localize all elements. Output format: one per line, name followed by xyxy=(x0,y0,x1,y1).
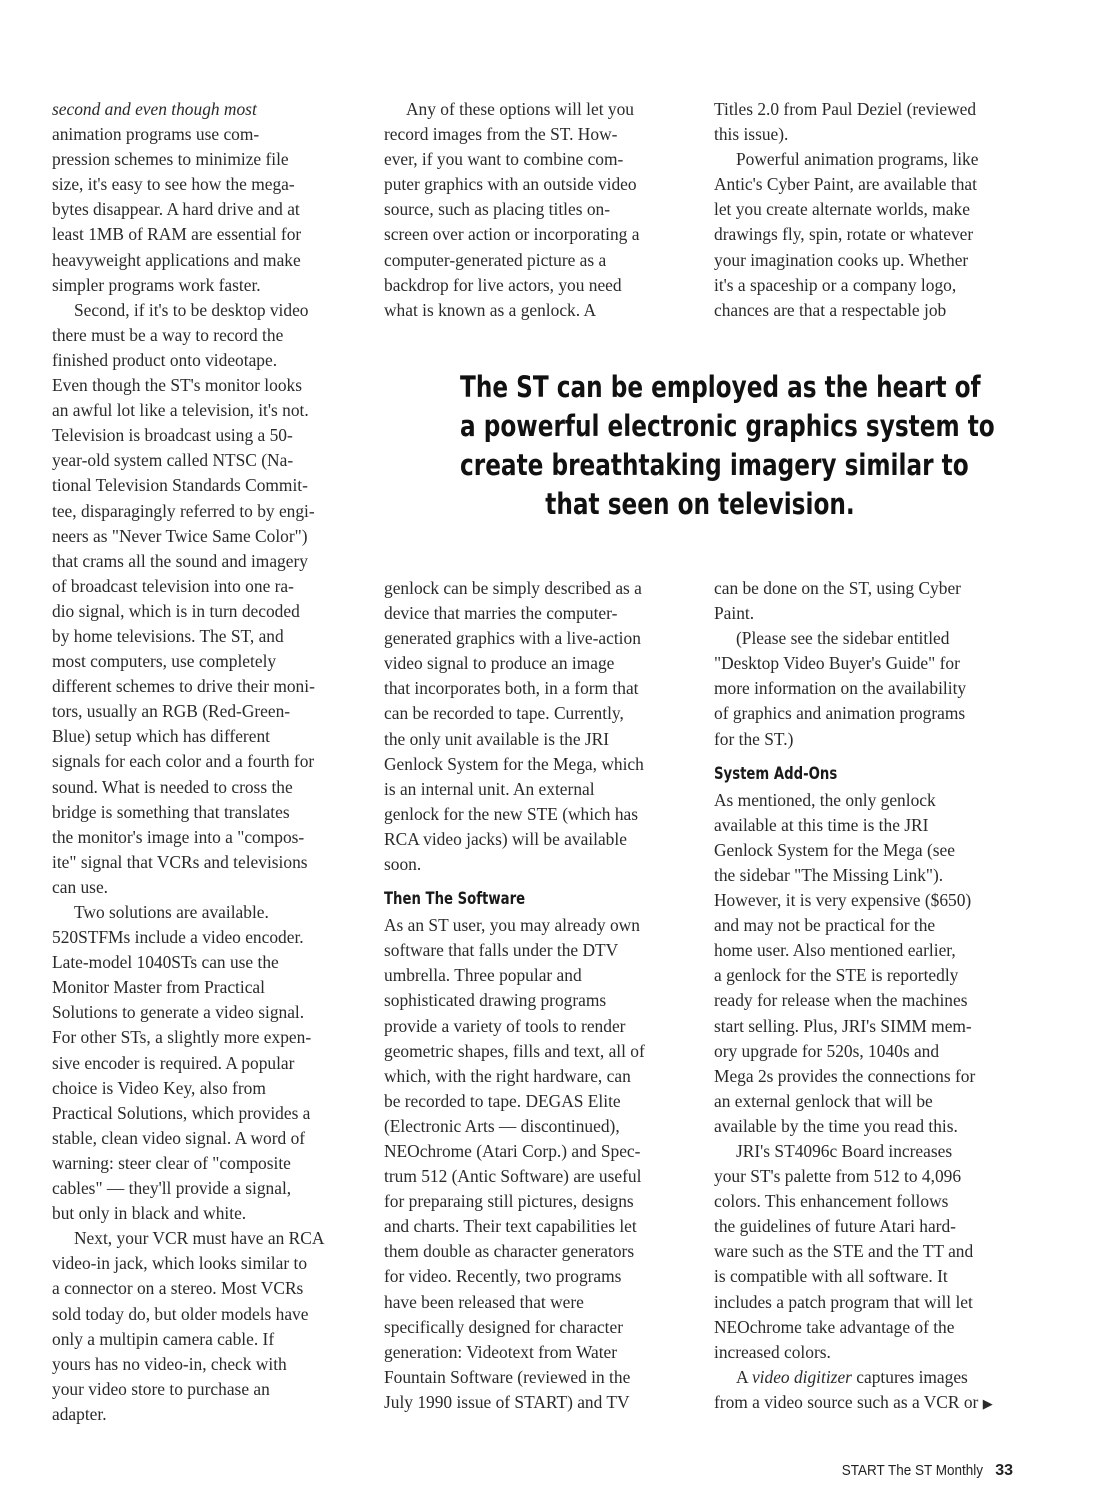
text-line: for preparaing still pictures, designs xyxy=(384,1191,634,1212)
text-line: soon. xyxy=(384,854,422,875)
pull-quote-line: that seen on television. xyxy=(545,487,855,521)
text-line: the sidebar "The Missing Link"). xyxy=(714,864,944,885)
pull-quote-line: create breathtaking imagery similar to xyxy=(460,448,969,482)
text-line: available by the time you read this. xyxy=(714,1115,958,1136)
text-line: more information on the availability xyxy=(714,678,967,699)
text-line: RCA video jacks) will be available xyxy=(384,828,627,849)
text-line: increased colors. xyxy=(714,1341,831,1362)
text-line: As mentioned, the only genlock xyxy=(714,789,936,810)
text-line: most computers, use completely xyxy=(52,651,277,672)
text-line xyxy=(714,1365,1044,1390)
text-line: For other STs, a slightly more expen- xyxy=(52,1027,312,1048)
text-line: computer-generated picture as a xyxy=(384,249,607,270)
text-line: generation: Videotext from Water xyxy=(384,1341,618,1362)
text-line: source, such as placing titles on- xyxy=(384,199,611,220)
text-line: different schemes to drive their moni- xyxy=(52,676,315,697)
text-line: home user. Also mentioned earlier, xyxy=(714,940,956,961)
text-line: Antic's Cyber Paint, are available that xyxy=(714,174,977,195)
text-line: an awful lot like a television, it's not. xyxy=(52,400,309,421)
text-line: finished product onto videotape. xyxy=(52,349,278,370)
text-line: is compatible with all software. It xyxy=(714,1266,948,1287)
text-line: ever, if you want to combine com- xyxy=(384,149,624,170)
text-line: there must be a way to record the xyxy=(52,324,284,345)
text-line: start selling. Plus, JRI's SIMM mem- xyxy=(714,1015,972,1036)
text-line: Titles 2.0 from Paul Deziel (reviewed xyxy=(714,99,977,119)
text-line: of broadcast television into one ra- xyxy=(52,575,294,596)
text-line: Blue) setup which has different xyxy=(52,726,270,747)
text-line: let you create alternate worlds, make xyxy=(714,199,970,220)
text-line: pression schemes to minimize file xyxy=(52,149,289,170)
text-line: However, it is very expensive ($650) xyxy=(714,890,972,911)
column-2-bottom xyxy=(384,576,704,1415)
text-line: NEOchrome (Atari Corp.) and Spec- xyxy=(384,1140,641,1161)
text-line: umbrella. Three popular and xyxy=(384,965,582,986)
text-line: video signal to produce an image xyxy=(384,653,615,674)
text-line: year-old system called NTSC (Na- xyxy=(52,450,294,471)
text-line: Two solutions are available. xyxy=(74,902,269,922)
page-number: 33 xyxy=(995,1462,1013,1479)
text-line: a connector on a stereo. Most VCRs xyxy=(52,1278,304,1299)
text-line: backdrop for live actors, you need xyxy=(384,274,622,295)
text-line: Even though the ST's monitor looks xyxy=(52,375,302,396)
text-line: drawings fly, spin, rotate or whatever xyxy=(714,224,974,245)
text-line: sold today do, but older models have xyxy=(52,1303,309,1324)
text-line: the guidelines of future Atari hard- xyxy=(714,1216,956,1237)
text-line: it's a spaceship or a company logo, xyxy=(714,274,957,295)
text-line: what is known as a genlock. A xyxy=(384,299,597,320)
text-line: includes a patch program that will let xyxy=(714,1291,973,1312)
text-line: which, with the right hardware, can xyxy=(384,1065,631,1086)
text-line: Genlock System for the Mega (see xyxy=(714,839,955,860)
text-line: heavyweight applications and make xyxy=(52,249,301,270)
text-line: your video store to purchase an xyxy=(52,1378,270,1399)
text-line: stable, clean video signal. A word of xyxy=(52,1127,306,1148)
text-line: bytes disappear. A hard drive and at xyxy=(52,199,300,220)
text-line: have been released that were xyxy=(384,1291,584,1312)
text-line: Next, your VCR must have an RCA xyxy=(74,1228,325,1249)
text-line: chances are that a respectable job xyxy=(714,299,947,320)
text-line: can be done on the ST, using Cyber xyxy=(714,578,961,598)
text-line: your ST's palette from 512 to 4,096 xyxy=(714,1166,962,1187)
text-line: (Electronic Arts — discontinued), xyxy=(384,1115,620,1136)
text-line: NEOchrome take advantage of the xyxy=(714,1316,955,1337)
text-line: warning: steer clear of "composite xyxy=(52,1152,291,1173)
text-line: tors, usually an RGB (Red-Green- xyxy=(52,701,291,722)
text-line: only a multipin camera cable. If xyxy=(52,1328,275,1349)
text-line: tional Television Standards Commit- xyxy=(52,475,308,496)
text-line: JRI's ST4096c Board increases xyxy=(736,1140,953,1161)
text-line: puter graphics with an outside video xyxy=(384,174,637,195)
text-line: sound. What is needed to cross the xyxy=(52,776,293,797)
text-line: Solutions to generate a video signal. xyxy=(52,1002,305,1023)
magazine-name: START The ST Monthly xyxy=(841,1462,984,1479)
text-line: the monitor's image into a "compos- xyxy=(52,826,305,847)
text-line: screen over action or incorporating a xyxy=(384,224,640,245)
text-line: July 1990 issue of START) and TV xyxy=(384,1391,630,1412)
text-line: simpler programs work faster. xyxy=(52,274,261,295)
text-line: Powerful animation programs, like xyxy=(736,149,979,170)
section-heading-addons: System Add-Ons xyxy=(714,763,838,784)
text-line: Any of these options will let you xyxy=(406,99,634,119)
column-1 xyxy=(52,97,372,1427)
text-line: ory upgrade for 520s, 1040s and xyxy=(714,1040,940,1061)
text-line: Late-model 1040STs can use the xyxy=(52,952,279,973)
text-line: geometric shapes, fills and text, all of xyxy=(384,1040,645,1061)
text-line: cables" — they'll provide a signal, xyxy=(52,1178,292,1199)
text-line: yours has no video-in, check with xyxy=(52,1353,287,1374)
text-line: (Please see the sidebar entitled xyxy=(736,628,950,649)
text-line: bridge is something that translates xyxy=(52,801,290,822)
text-line: genlock can be simply described as a xyxy=(384,578,642,598)
text-line: your imagination cooks up. Whether xyxy=(714,249,969,270)
text-line: choice is Video Key, also from xyxy=(52,1077,266,1098)
text-line: this issue). xyxy=(714,124,789,145)
text-line: for video. Recently, two programs xyxy=(384,1266,622,1287)
text-line: "Desktop Video Buyer's Guide" for xyxy=(714,653,960,674)
text-line: available at this time is the JRI xyxy=(714,814,929,835)
text-line: colors. This enhancement follows xyxy=(714,1191,949,1212)
text-line: sophisticated drawing programs xyxy=(384,990,607,1011)
text-line: Mega 2s provides the connections for xyxy=(714,1065,976,1086)
text-line: Television is broadcast using a 50- xyxy=(52,425,293,446)
text-line: specifically designed for character xyxy=(384,1316,623,1337)
text-line: least 1MB of RAM are essential for xyxy=(52,224,302,245)
text-line: by home televisions. The ST, and xyxy=(52,625,284,646)
pull-quote-line: The ST can be employed as the heart of xyxy=(460,370,981,404)
continue-arrow-icon: ▶ xyxy=(982,1395,993,1411)
text-line: Practical Solutions, which provides a xyxy=(52,1102,311,1123)
text-line xyxy=(714,1390,1044,1416)
page-footer xyxy=(826,1462,1013,1480)
text-line: genlock for the new STE (which has xyxy=(384,803,639,824)
pull-quote-line: a powerful electronic graphics system to xyxy=(460,409,995,443)
text-line: can be recorded to tape. Currently, xyxy=(384,703,624,724)
text-line: software that falls under the DTV xyxy=(384,940,619,961)
text-line: trum 512 (Antic Software) are useful xyxy=(384,1166,642,1187)
text-line: sive encoder is required. A popular xyxy=(52,1052,295,1073)
column-3-bottom xyxy=(714,576,1044,1416)
text-line: video-in jack, which looks similar to xyxy=(52,1253,308,1274)
text-line-end: from a video source such as a VCR or xyxy=(714,1391,979,1412)
pull-quote xyxy=(400,368,1000,524)
text-line: second and even though most xyxy=(52,99,257,119)
text-line: dio signal, which is in turn decoded xyxy=(52,600,300,621)
text-line: a genlock for the STE is reportedly xyxy=(714,965,959,986)
text-line-rich: A video digitizer captures images xyxy=(736,1366,968,1387)
text-line: neers as "Never Twice Same Color") xyxy=(52,525,308,546)
text-line: is an internal unit. An external xyxy=(384,778,595,799)
text-line: ready for release when the machines xyxy=(714,990,968,1011)
text-line: them double as character generators xyxy=(384,1241,635,1262)
text-line: of graphics and animation programs xyxy=(714,703,966,724)
text-line: Paint. xyxy=(714,603,755,624)
text-line: Genlock System for the Mega, which xyxy=(384,753,644,774)
text-line: an external genlock that will be xyxy=(714,1090,933,1111)
section-heading-software: Then The Software xyxy=(384,889,526,910)
text-line: 520STFMs include a video encoder. xyxy=(52,927,304,948)
text-line: be recorded to tape. DEGAS Elite xyxy=(384,1090,621,1111)
column-2-top xyxy=(384,97,704,323)
text-line: signals for each color and a fourth for xyxy=(52,751,315,772)
text-line: adapter. xyxy=(52,1403,107,1424)
text-line: ite" signal that VCRs and televisions xyxy=(52,851,308,872)
text-line: device that marries the computer- xyxy=(384,603,618,624)
text-line: that crams all the sound and imagery xyxy=(52,550,308,571)
text-line: the only unit available is the JRI xyxy=(384,728,610,749)
text-line: animation programs use com- xyxy=(52,124,260,145)
text-line: Second, if it's to be desktop video xyxy=(74,299,309,320)
column-3-top xyxy=(714,97,1034,323)
text-line: Fountain Software (reviewed in the xyxy=(384,1366,631,1387)
text-line: As an ST user, you may already own xyxy=(384,915,640,936)
text-line: and may not be practical for the xyxy=(714,915,936,936)
text-line: but only in black and white. xyxy=(52,1203,247,1224)
text-line: size, it's easy to see how the mega- xyxy=(52,174,295,195)
text-line: generated graphics with a live-action xyxy=(384,628,641,649)
text-line: can use. xyxy=(52,876,109,897)
text-line: provide a variety of tools to render xyxy=(384,1015,626,1036)
text-line: and charts. Their text capabilities let xyxy=(384,1216,637,1237)
text-line: record images from the ST. How- xyxy=(384,124,618,145)
text-line: that incorporates both, in a form that xyxy=(384,678,639,699)
text-line: ware such as the STE and the TT and xyxy=(714,1241,974,1262)
text-line: Monitor Master from Practical xyxy=(52,977,265,998)
text-line: for the ST.) xyxy=(714,728,794,749)
text-line: tee, disparagingly referred to by engi- xyxy=(52,500,315,521)
